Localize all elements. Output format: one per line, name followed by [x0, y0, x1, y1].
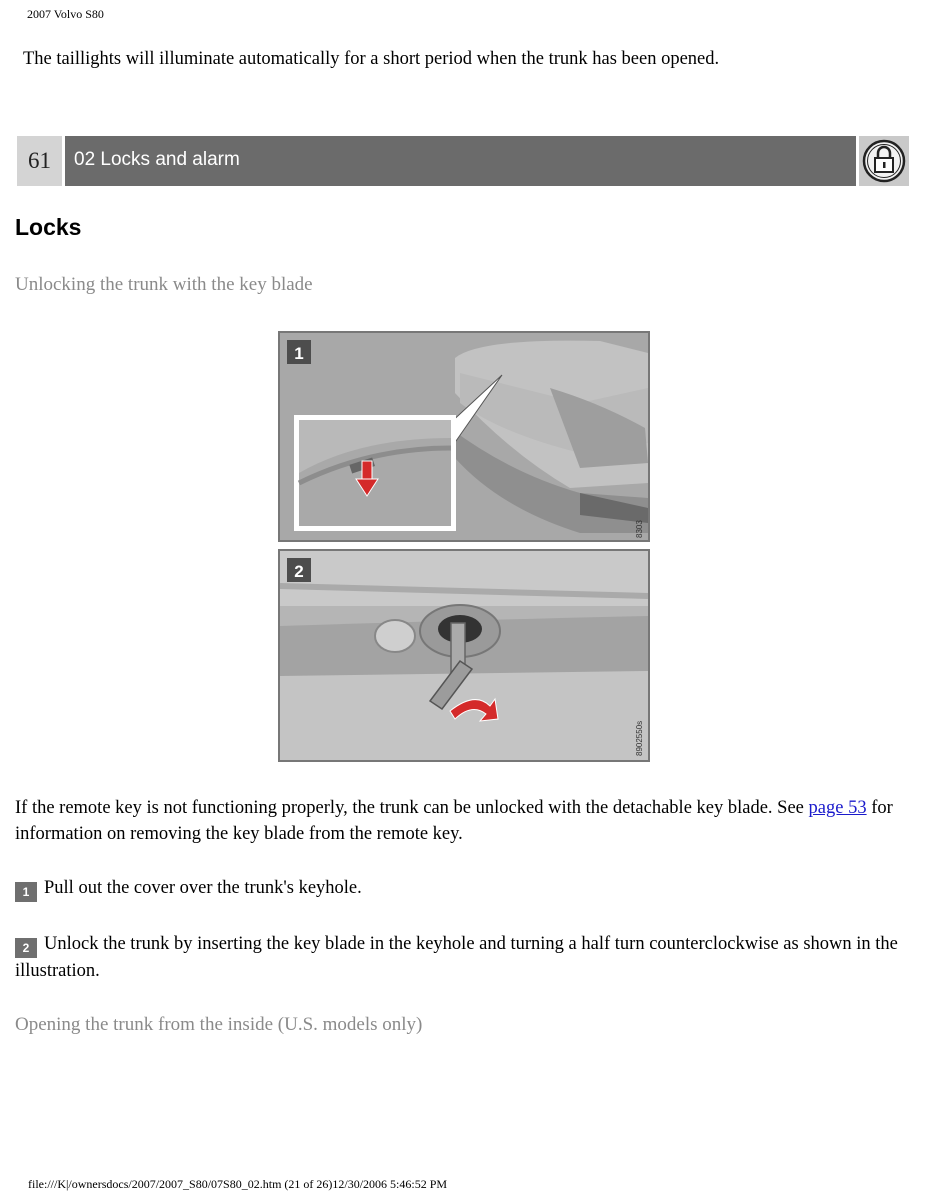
- document-title: 2007 Volvo S80: [27, 7, 104, 21]
- step-1-badge: 1: [15, 882, 37, 902]
- chapter-bar: [17, 136, 909, 186]
- page-53-link[interactable]: page 53: [808, 798, 867, 818]
- step-1: [15, 875, 910, 902]
- step-2: [15, 931, 910, 984]
- step-2-badge: 2: [15, 938, 37, 958]
- subheading-opening-trunk-inside: Opening the trunk from the inside (U.S. models only): [15, 1014, 423, 1035]
- illustration-2-label: 2: [294, 562, 304, 581]
- paragraph-text-after-link: for information on removing the key blade from the remote key.: [15, 798, 893, 844]
- illustration-1-code: 8303: [635, 520, 644, 538]
- intro-paragraph: The taillights will illuminate automatically for a short period when the trunk has been opened.: [23, 49, 720, 69]
- chapter-title: 02 Locks and alarm: [65, 136, 856, 186]
- illustration-1-label: 1: [294, 344, 304, 363]
- subheading-unlocking-trunk: Unlocking the trunk with the key blade: [15, 274, 313, 295]
- step-1-text: Pull out the cover over the trunk's keyhole.: [44, 878, 362, 898]
- chapter-page-number: 61: [17, 136, 62, 186]
- illustration-2: [278, 549, 650, 762]
- padlock-icon: [859, 136, 909, 186]
- paragraph-text-before-link: If the remote key is not functioning properly, the trunk can be unlocked with the detachable key blade. See: [15, 798, 809, 818]
- illustration-2-code: 8902550s: [635, 720, 644, 756]
- step-2-text: Unlock the trunk by inserting the key blade in the keyhole and turning a half turn counterclockwise as shown in the illustration.: [15, 934, 898, 981]
- footer-file-path: file:///K|/ownersdocs/2007/2007_S80/07S80_02.htm (21 of 26)12/30/2006 5:46:52 PM: [28, 1177, 448, 1191]
- section-heading: Locks: [15, 214, 82, 240]
- illustration-1: [278, 331, 650, 542]
- unlock-paragraph: [15, 795, 910, 847]
